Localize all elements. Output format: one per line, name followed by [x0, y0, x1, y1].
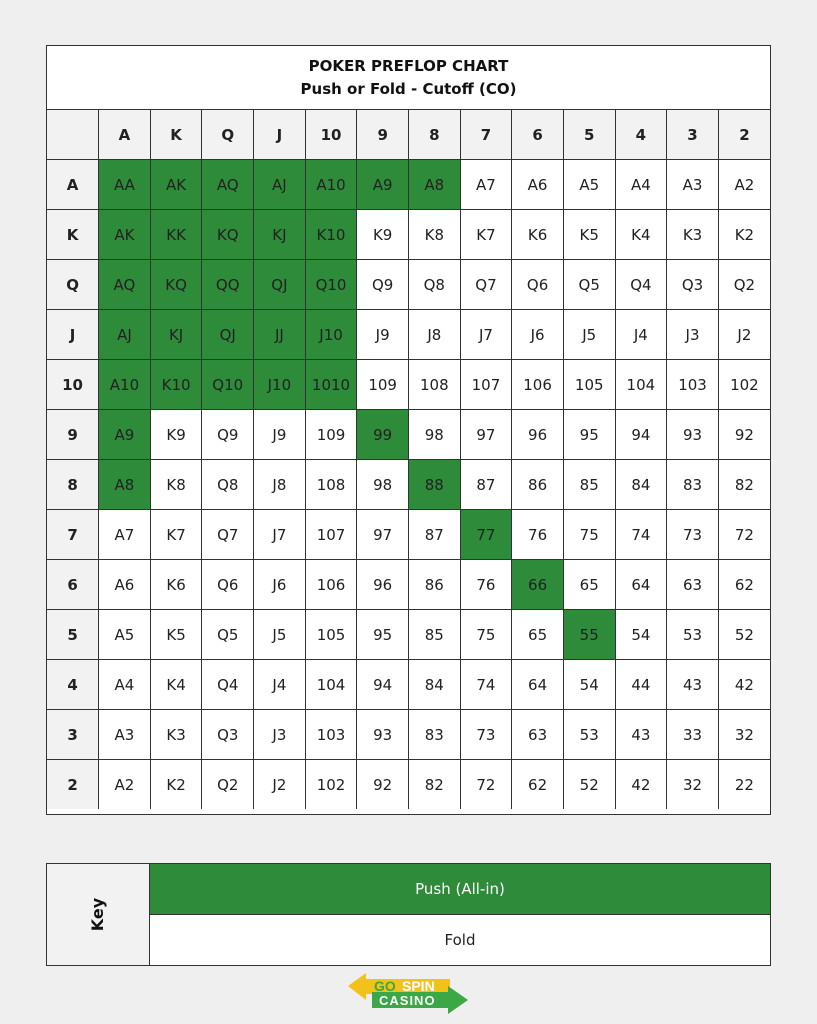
- hand-cell: KK: [150, 210, 202, 260]
- hand-cell: AJ: [254, 160, 306, 210]
- hand-cell: 96: [357, 560, 409, 610]
- hand-cell: A9: [357, 160, 409, 210]
- hand-cell: Q9: [202, 410, 254, 460]
- hand-cell: AJ: [99, 310, 151, 360]
- hand-cell: 63: [667, 560, 719, 610]
- hand-cell: A2: [718, 160, 770, 210]
- hand-cell: J9: [254, 410, 306, 460]
- logo-word-spin: SPIN: [402, 978, 435, 994]
- hand-cell: 95: [357, 610, 409, 660]
- hand-cell: 84: [615, 460, 667, 510]
- gospin-casino-logo: [346, 970, 470, 1016]
- hand-row: [47, 710, 770, 760]
- hand-cell: Q6: [512, 260, 564, 310]
- hand-cell: A9: [99, 410, 151, 460]
- hand-cell: A6: [512, 160, 564, 210]
- hand-cell: 33: [667, 710, 719, 760]
- hand-cell: 52: [718, 610, 770, 660]
- hand-cell: AA: [99, 160, 151, 210]
- hand-cell: 85: [408, 610, 460, 660]
- hand-cell: KJ: [150, 310, 202, 360]
- hand-cell: A7: [460, 160, 512, 210]
- hand-cell: 108: [408, 360, 460, 410]
- hand-cell: 77: [460, 510, 512, 560]
- hand-row: [47, 560, 770, 610]
- hand-row: [47, 510, 770, 560]
- hand-cell: AQ: [202, 160, 254, 210]
- hand-cell: J10: [254, 360, 306, 410]
- hand-cell: 55: [563, 610, 615, 660]
- logo-word-casino: CASINO: [379, 993, 436, 1008]
- hand-row: [47, 310, 770, 360]
- column-header: A: [99, 110, 151, 160]
- hand-row: [47, 210, 770, 260]
- row-header: 7: [47, 510, 99, 560]
- hand-cell: Q8: [408, 260, 460, 310]
- hand-cell: 105: [305, 610, 357, 660]
- hand-row: [47, 660, 770, 710]
- hand-cell: 98: [408, 410, 460, 460]
- hand-cell: A6: [99, 560, 151, 610]
- hand-cell: 94: [357, 660, 409, 710]
- hand-cell: 107: [460, 360, 512, 410]
- hand-cell: A10: [99, 360, 151, 410]
- hand-cell: 86: [408, 560, 460, 610]
- hand-cell: A8: [99, 460, 151, 510]
- header-row: [47, 110, 770, 160]
- hand-cell: 76: [512, 510, 564, 560]
- hand-cell: 53: [563, 710, 615, 760]
- hand-cell: A10: [305, 160, 357, 210]
- hand-row: [47, 160, 770, 210]
- hand-row: [47, 410, 770, 460]
- key-push-row: Push (All-in): [150, 864, 770, 915]
- row-header: 3: [47, 710, 99, 760]
- hand-cell: 73: [667, 510, 719, 560]
- hand-cell: AQ: [99, 260, 151, 310]
- hand-row: [47, 260, 770, 310]
- hand-cell: A4: [615, 160, 667, 210]
- hand-cell: 94: [615, 410, 667, 460]
- column-header: K: [150, 110, 202, 160]
- hand-cell: 109: [357, 360, 409, 410]
- hand-cell: 97: [460, 410, 512, 460]
- hand-cell: J5: [254, 610, 306, 660]
- column-header: 4: [615, 110, 667, 160]
- hand-cell: 104: [615, 360, 667, 410]
- hand-cell: 74: [460, 660, 512, 710]
- row-header: 5: [47, 610, 99, 660]
- hand-cell: J7: [460, 310, 512, 360]
- hand-cell: 74: [615, 510, 667, 560]
- hand-cell: 99: [357, 410, 409, 460]
- hand-cell: K9: [357, 210, 409, 260]
- hand-cell: 63: [512, 710, 564, 760]
- hand-cell: 106: [512, 360, 564, 410]
- hand-cell: JJ: [254, 310, 306, 360]
- hand-cell: 83: [667, 460, 719, 510]
- column-header: 3: [667, 110, 719, 160]
- hand-cell: J4: [254, 660, 306, 710]
- row-header: 10: [47, 360, 99, 410]
- hand-cell: 83: [408, 710, 460, 760]
- hand-cell: 62: [512, 760, 564, 810]
- hand-cell: 85: [563, 460, 615, 510]
- hand-cell: J3: [254, 710, 306, 760]
- hand-cell: KJ: [254, 210, 306, 260]
- column-header: 6: [512, 110, 564, 160]
- hand-cell: A5: [99, 610, 151, 660]
- hand-cell: 92: [357, 760, 409, 810]
- hand-cell: J3: [667, 310, 719, 360]
- hand-cell: 22: [718, 760, 770, 810]
- chart-title-line1: POKER PREFLOP CHART: [308, 56, 509, 75]
- hand-cell: QJ: [202, 310, 254, 360]
- hand-cell: 87: [408, 510, 460, 560]
- hand-cell: 97: [357, 510, 409, 560]
- row-header: Q: [47, 260, 99, 310]
- hand-cell: A4: [99, 660, 151, 710]
- hand-cell: J10: [305, 310, 357, 360]
- hand-cell: K9: [150, 410, 202, 460]
- hand-cell: Q5: [563, 260, 615, 310]
- hand-cell: 86: [512, 460, 564, 510]
- hand-cell: 1010: [305, 360, 357, 410]
- hand-cell: 53: [667, 610, 719, 660]
- hand-cell: K5: [563, 210, 615, 260]
- hand-cell: J2: [254, 760, 306, 810]
- hand-cell: 66: [512, 560, 564, 610]
- hand-cell: K8: [408, 210, 460, 260]
- row-header: K: [47, 210, 99, 260]
- row-header: 2: [47, 760, 99, 810]
- hand-cell: J5: [563, 310, 615, 360]
- hand-row: [47, 610, 770, 660]
- hand-cell: 64: [615, 560, 667, 610]
- hand-cell: 88: [408, 460, 460, 510]
- hand-cell: A7: [99, 510, 151, 560]
- hand-cell: J2: [718, 310, 770, 360]
- hand-cell: Q9: [357, 260, 409, 310]
- hand-cell: K10: [150, 360, 202, 410]
- hand-cell: J9: [357, 310, 409, 360]
- hand-cell: 54: [615, 610, 667, 660]
- hand-cell: A3: [667, 160, 719, 210]
- column-header: Q: [202, 110, 254, 160]
- hand-cell: 93: [357, 710, 409, 760]
- hand-cell: 82: [718, 460, 770, 510]
- hand-cell: Q2: [202, 760, 254, 810]
- hand-cell: K3: [667, 210, 719, 260]
- hand-cell: K2: [718, 210, 770, 260]
- column-header: 9: [357, 110, 409, 160]
- hand-cell: J6: [512, 310, 564, 360]
- hand-cell: 75: [563, 510, 615, 560]
- hand-cell: K5: [150, 610, 202, 660]
- row-header: J: [47, 310, 99, 360]
- hand-cell: 95: [563, 410, 615, 460]
- chart-title: [47, 46, 770, 110]
- hand-row: [47, 460, 770, 510]
- logo-word-go: GO: [374, 978, 396, 994]
- hand-cell: 106: [305, 560, 357, 610]
- row-header: 6: [47, 560, 99, 610]
- hand-cell: J6: [254, 560, 306, 610]
- hand-cell: 98: [357, 460, 409, 510]
- hand-cell: A2: [99, 760, 151, 810]
- hand-cell: 75: [460, 610, 512, 660]
- hand-cell: K7: [460, 210, 512, 260]
- hand-cell: 65: [512, 610, 564, 660]
- hand-cell: Q4: [615, 260, 667, 310]
- hand-grid: [47, 110, 770, 809]
- preflop-chart: [46, 45, 771, 815]
- hand-cell: 105: [563, 360, 615, 410]
- hand-cell: 32: [667, 760, 719, 810]
- hand-cell: 102: [305, 760, 357, 810]
- hand-cell: 87: [460, 460, 512, 510]
- hand-cell: QQ: [202, 260, 254, 310]
- hand-cell: Q3: [202, 710, 254, 760]
- row-header: 8: [47, 460, 99, 510]
- hand-cell: 76: [460, 560, 512, 610]
- hand-cell: 108: [305, 460, 357, 510]
- hand-cell: Q7: [460, 260, 512, 310]
- hand-cell: K4: [150, 660, 202, 710]
- hand-cell: 102: [718, 360, 770, 410]
- hand-cell: 93: [667, 410, 719, 460]
- hand-cell: K6: [150, 560, 202, 610]
- hand-cell: Q4: [202, 660, 254, 710]
- hand-cell: 54: [563, 660, 615, 710]
- hand-cell: Q8: [202, 460, 254, 510]
- hand-cell: 103: [667, 360, 719, 410]
- hand-cell: Q5: [202, 610, 254, 660]
- chart-title-line2: Push or Fold - Cutoff (CO): [300, 79, 517, 98]
- column-header: 8: [408, 110, 460, 160]
- hand-cell: K7: [150, 510, 202, 560]
- hand-cell: Q2: [718, 260, 770, 310]
- hand-cell: 64: [512, 660, 564, 710]
- hand-cell: AK: [99, 210, 151, 260]
- hand-cell: 65: [563, 560, 615, 610]
- legend-key: [46, 863, 771, 966]
- hand-cell: Q6: [202, 560, 254, 610]
- hand-cell: 73: [460, 710, 512, 760]
- hand-cell: 107: [305, 510, 357, 560]
- hand-cell: 109: [305, 410, 357, 460]
- hand-cell: 104: [305, 660, 357, 710]
- column-header: J: [254, 110, 306, 160]
- hand-cell: 82: [408, 760, 460, 810]
- hand-cell: 32: [718, 710, 770, 760]
- hand-cell: K2: [150, 760, 202, 810]
- hand-cell: J7: [254, 510, 306, 560]
- key-label-cell: [47, 864, 150, 965]
- hand-cell: J4: [615, 310, 667, 360]
- row-header: 4: [47, 660, 99, 710]
- hand-cell: 42: [718, 660, 770, 710]
- hand-cell: A8: [408, 160, 460, 210]
- hand-cell: A3: [99, 710, 151, 760]
- hand-cell: QJ: [254, 260, 306, 310]
- hand-cell: 43: [667, 660, 719, 710]
- hand-cell: Q7: [202, 510, 254, 560]
- hand-cell: Q10: [305, 260, 357, 310]
- hand-cell: 62: [718, 560, 770, 610]
- corner-cell: [47, 110, 99, 160]
- hand-cell: 96: [512, 410, 564, 460]
- hand-cell: J8: [408, 310, 460, 360]
- hand-row: [47, 360, 770, 410]
- hand-cell: A5: [563, 160, 615, 210]
- hand-cell: K4: [615, 210, 667, 260]
- hand-cell: 72: [718, 510, 770, 560]
- key-fold-row: Fold: [150, 915, 770, 965]
- hand-cell: J8: [254, 460, 306, 510]
- column-header: 2: [718, 110, 770, 160]
- hand-cell: KQ: [202, 210, 254, 260]
- hand-cell: Q3: [667, 260, 719, 310]
- hand-cell: 92: [718, 410, 770, 460]
- hand-cell: 42: [615, 760, 667, 810]
- hand-cell: K8: [150, 460, 202, 510]
- hand-cell: 72: [460, 760, 512, 810]
- hand-cell: 84: [408, 660, 460, 710]
- column-header: 7: [460, 110, 512, 160]
- column-header: 5: [563, 110, 615, 160]
- hand-cell: K6: [512, 210, 564, 260]
- row-header: 9: [47, 410, 99, 460]
- hand-cell: Q10: [202, 360, 254, 410]
- hand-cell: 52: [563, 760, 615, 810]
- hand-cell: 43: [615, 710, 667, 760]
- hand-cell: 103: [305, 710, 357, 760]
- hand-cell: KQ: [150, 260, 202, 310]
- column-header: 10: [305, 110, 357, 160]
- hand-row: [47, 760, 770, 810]
- key-label: Key: [88, 897, 108, 932]
- hand-cell: K10: [305, 210, 357, 260]
- hand-cell: K3: [150, 710, 202, 760]
- hand-cell: AK: [150, 160, 202, 210]
- hand-cell: 44: [615, 660, 667, 710]
- row-header: A: [47, 160, 99, 210]
